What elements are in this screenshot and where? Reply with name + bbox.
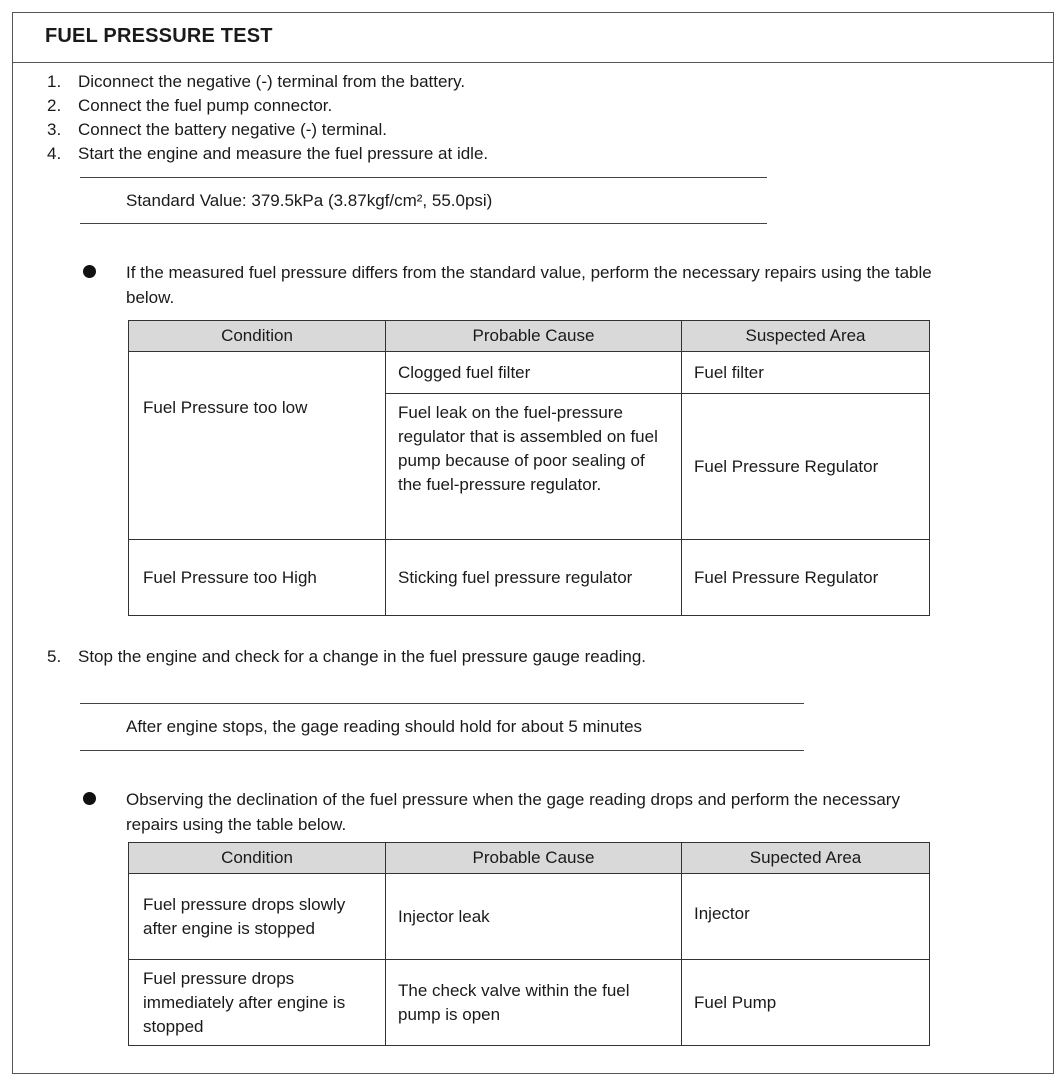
column-header: Condition bbox=[129, 843, 386, 874]
bullet-icon bbox=[83, 265, 96, 278]
cause-cell: Injector leak bbox=[386, 874, 682, 960]
step-number: 1. bbox=[47, 72, 62, 91]
page-frame bbox=[12, 12, 1054, 1074]
step-5 bbox=[47, 645, 646, 669]
step-text: Diconnect the negative (-) terminal from the battery. bbox=[78, 72, 466, 91]
area-cell: Fuel Pressure Regulator bbox=[682, 540, 930, 616]
column-header: Supected Area bbox=[682, 843, 930, 874]
step-text: Stop the engine and check for a change in the fuel pressure gauge reading. bbox=[78, 647, 647, 666]
cause-cell: Clogged fuel filter bbox=[386, 352, 682, 394]
pressure-drop-table bbox=[128, 842, 930, 1046]
area-cell: Fuel filter bbox=[682, 352, 930, 394]
condition-cell: Fuel Pressure too High bbox=[129, 540, 386, 616]
table-row bbox=[129, 960, 930, 1046]
column-header: Probable Cause bbox=[386, 321, 682, 352]
step-number: 5. bbox=[47, 647, 62, 666]
step-1 bbox=[47, 70, 465, 94]
step-4 bbox=[47, 142, 488, 166]
column-header: Condition bbox=[129, 321, 386, 352]
table-row bbox=[129, 540, 930, 616]
low-high-pressure-table bbox=[128, 320, 930, 616]
area-cell: Injector bbox=[682, 874, 930, 960]
spec-divider-bottom bbox=[80, 223, 767, 224]
standard-value-spec: Standard Value: 379.5kPa (3.87kgf/cm², 55.0psi) bbox=[126, 191, 493, 210]
title-bar bbox=[13, 13, 1053, 63]
step-3 bbox=[47, 118, 387, 142]
table-header-row bbox=[129, 321, 930, 352]
area-cell: Fuel Pump bbox=[682, 960, 930, 1046]
page-title: FUEL PRESSURE TEST bbox=[45, 25, 273, 47]
table-row bbox=[129, 874, 930, 960]
bullet-icon bbox=[83, 792, 96, 805]
step-text: Connect the battery negative (-) terminal. bbox=[78, 120, 387, 139]
note-declination-instructions: Observing the declination of the fuel pressure when the gage reading drops and perform the necessary repairs using the table below. bbox=[126, 790, 900, 834]
spec-divider-bottom bbox=[80, 750, 804, 751]
spec-divider-top bbox=[80, 703, 804, 704]
step-2 bbox=[47, 94, 332, 118]
cause-cell: Fuel leak on the fuel-pressure regulator that is assembled on fuel pump because of poor sealing of the fuel-pressure regulator. bbox=[386, 394, 682, 540]
step-text: Connect the fuel pump connector. bbox=[78, 96, 333, 115]
condition-cell: Fuel pressure drops immediately after engine is stopped bbox=[129, 960, 386, 1046]
area-cell: Fuel Pressure Regulator bbox=[682, 394, 930, 540]
cause-cell: The check valve within the fuel pump is open bbox=[386, 960, 682, 1046]
column-header: Probable Cause bbox=[386, 843, 682, 874]
cause-cell: Sticking fuel pressure regulator bbox=[386, 540, 682, 616]
step-number: 4. bbox=[47, 144, 62, 163]
column-header: Suspected Area bbox=[682, 321, 930, 352]
condition-cell: Fuel pressure drops slowly after engine is stopped bbox=[129, 874, 386, 960]
note-repair-instructions: If the measured fuel pressure differs from the standard value, perform the necessary repairs using the table below. bbox=[126, 263, 932, 307]
step-number: 2. bbox=[47, 96, 62, 115]
table-row bbox=[129, 352, 930, 394]
step-text: Start the engine and measure the fuel pressure at idle. bbox=[78, 144, 489, 163]
gauge-hold-spec: After engine stops, the gage reading should hold for about 5 minutes bbox=[126, 717, 643, 736]
spec-divider-top bbox=[80, 177, 767, 178]
table-header-row bbox=[129, 843, 930, 874]
condition-cell: Fuel Pressure too low bbox=[129, 352, 386, 540]
step-number: 3. bbox=[47, 120, 62, 139]
